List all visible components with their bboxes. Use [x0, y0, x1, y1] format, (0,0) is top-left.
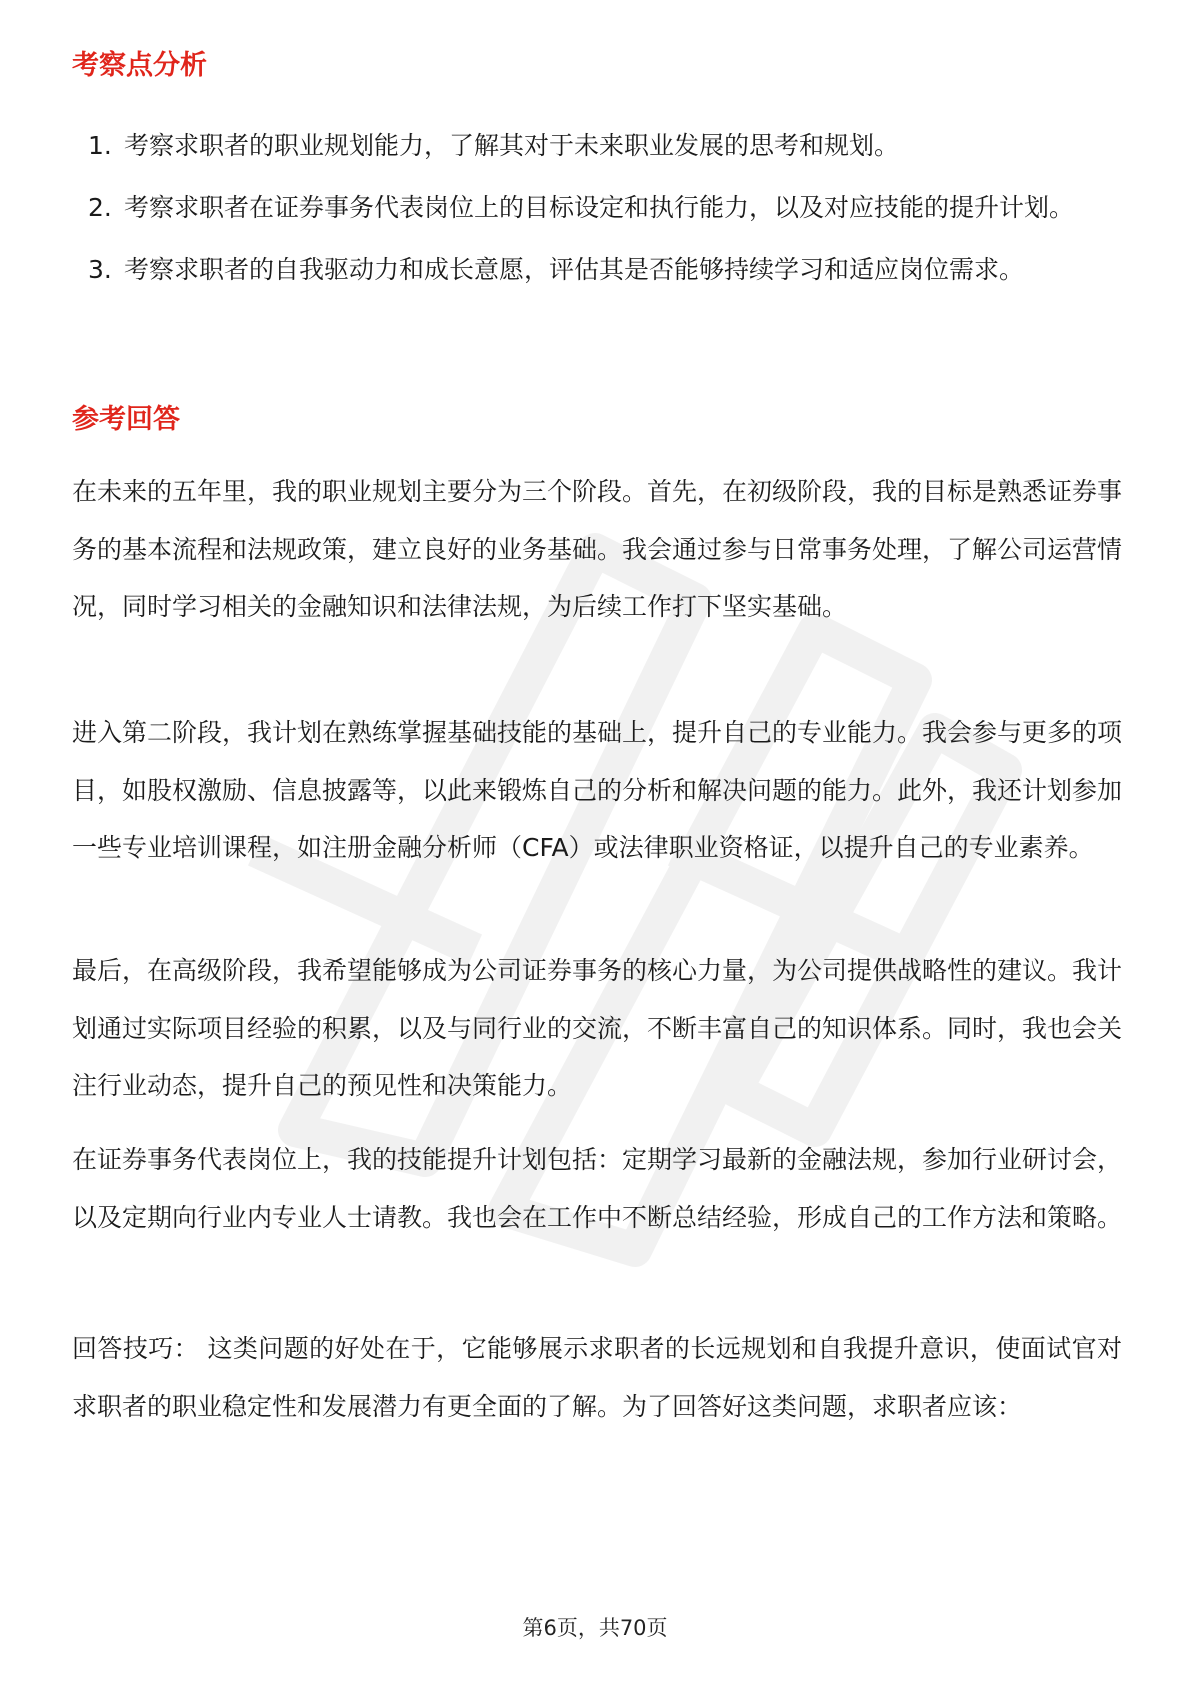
list-item-number: 1.	[88, 131, 112, 160]
list-item-text: 考察求职者的职业规划能力，了解其对于未来职业发展的思考和规划。	[124, 131, 900, 160]
list-item-number: 3.	[88, 255, 112, 284]
list-item-text: 考察求职者在证券事务代表岗位上的目标设定和执行能力，以及对应技能的提升计划。	[124, 193, 1075, 222]
list-item	[72, 180, 1122, 236]
answer-paragraph: 进入第二阶段，我计划在熟练掌握基础技能的基础上，提升自己的专业能力。我会参与更多的项目，如股权激励、信息披露等，以此来锻炼自己的分析和解决问题的能力。此外，我还计划参加一些专业培训课程，如注册金融分析师（CFA）或法律职业资格证，以提升自己的专业素养。	[72, 718, 1123, 862]
answer-tips-paragraph: 回答技巧： 这类问题的好处在于，它能够展示求职者的长远规划和自我提升意识，使面试官对求职者的职业稳定性和发展潜力有更全面的了解。为了回答好这类问题，求职者应该：	[72, 1334, 1122, 1421]
list-item	[72, 242, 1122, 298]
list-item-number: 2.	[88, 193, 112, 222]
page-number: 第6页，共70页	[522, 1616, 668, 1640]
list-item	[72, 118, 1122, 174]
section-title-answer: 参考回答	[72, 404, 180, 435]
answer-paragraph: 最后，在高级阶段，我希望能够成为公司证券事务的核心力量，为公司提供战略性的建议。我计划通过实际项目经验的积累，以及与同行业的交流，不断丰富自己的知识体系。同时，我也会关注行业动态，提升自己的预见性和决策能力。	[72, 956, 1123, 1100]
section-title-analysis: 考察点分析	[72, 50, 207, 81]
analysis-list	[72, 118, 1122, 304]
list-item-text: 考察求职者的自我驱动力和成长意愿，评估其是否能够持续学习和适应岗位需求。	[124, 255, 1025, 284]
answer-paragraph: 在未来的五年里，我的职业规划主要分为三个阶段。首先，在初级阶段，我的目标是熟悉证券事务的基本流程和法规政策，建立良好的业务基础。我会通过参与日常事务处理，了解公司运营情况，同时学习相关的金融知识和法律法规，为后续工作打下坚实基础。	[72, 477, 1123, 621]
answer-paragraph: 在证券事务代表岗位上，我的技能提升计划包括：定期学习最新的金融法规，参加行业研讨会，以及定期向行业内专业人士请教。我也会在工作中不断总结经验，形成自己的工作方法和策略。	[72, 1145, 1123, 1232]
